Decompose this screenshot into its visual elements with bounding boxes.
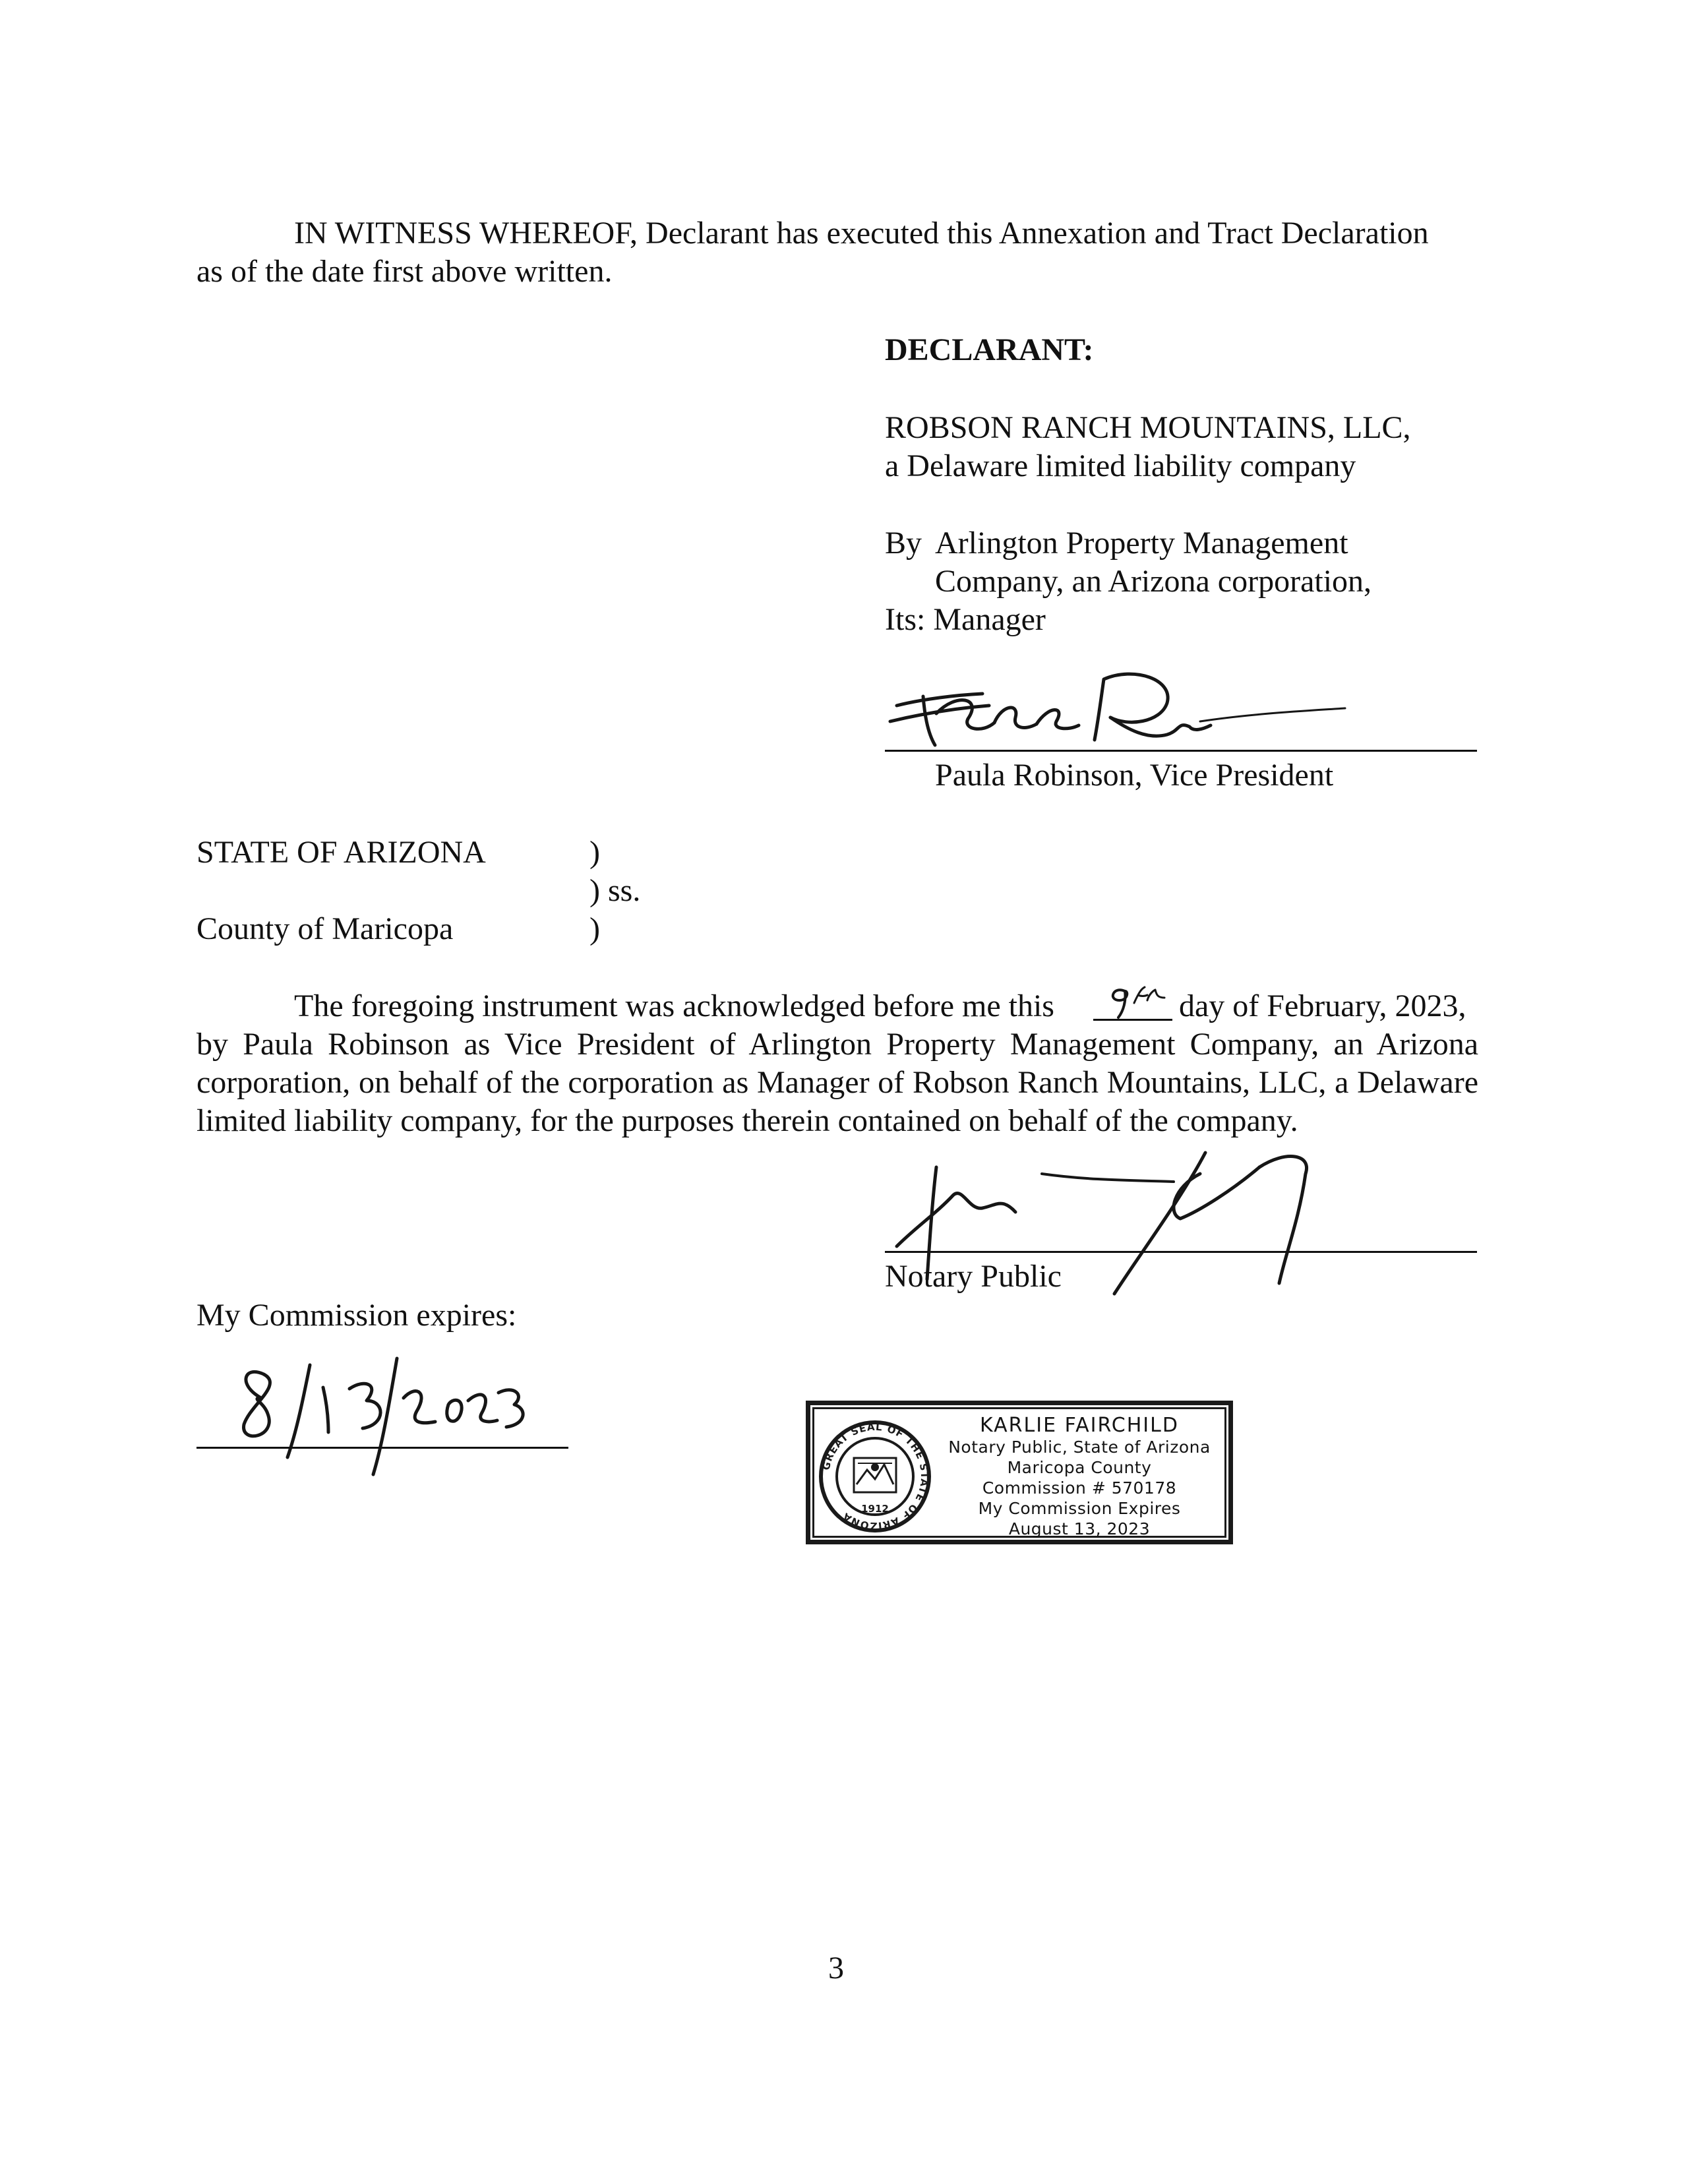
declarant-heading: DECLARANT: — [885, 332, 1094, 367]
stamp-line-5: August 13, 2023 — [1008, 1519, 1151, 1538]
page-number: 3 — [828, 1951, 844, 1986]
declarant-signature-line — [885, 750, 1477, 752]
stamp-notary-name: KARLIE FAIRCHILD — [980, 1414, 1179, 1437]
venue-paren-bottom: ) — [589, 911, 600, 946]
stamp-text-block — [929, 1414, 1230, 1539]
commission-date-text — [237, 1398, 240, 1436]
acknowledgment-part-2: day of February, 2023, — [1179, 988, 1466, 1023]
by-line-1: Arlington Property Management — [935, 526, 1348, 561]
day-handwritten — [1099, 983, 1171, 1020]
witness-clause-line-2: as of the date first above written. — [196, 254, 613, 289]
commission-date-handwritten — [224, 1358, 528, 1490]
seal-year: 1912 — [861, 1503, 889, 1515]
signer-name: Paula Robinson, Vice President — [935, 758, 1334, 793]
stamp-line-4: My Commission Expires — [978, 1499, 1181, 1518]
stamp-line-2: Maricopa County — [1007, 1458, 1152, 1477]
acknowledgment-part-1: The foregoing instrument was acknowledged before me this — [294, 988, 1054, 1023]
venue-county: County of Maricopa — [196, 911, 454, 946]
company-name: ROBSON RANCH MOUNTAINS, LLC, — [885, 410, 1411, 445]
stamp-line-1: Notary Public, State of Arizona — [948, 1438, 1211, 1457]
by-line-2: Company, an Arizona corporation, — [935, 564, 1372, 599]
seal-ring-text: GREAT SEAL OF THE STATE OF ARIZONA — [820, 1420, 931, 1532]
venue-paren-mid: ) ss. — [589, 873, 641, 908]
commission-date-line — [196, 1447, 568, 1449]
venue-paren-top: ) — [589, 835, 600, 870]
notary-stamp — [806, 1401, 1233, 1544]
day-blank — [1093, 987, 1172, 1025]
venue-state: STATE OF ARIZONA — [196, 835, 486, 870]
commission-label: My Commission expires: — [196, 1298, 517, 1333]
notary-label: Notary Public — [885, 1259, 1062, 1294]
day-handwritten-text — [1093, 987, 1094, 1025]
state-seal-icon — [817, 1418, 933, 1534]
its-line: Its: Manager — [885, 602, 1046, 637]
stamp-line-3: Commission # 570178 — [982, 1478, 1177, 1498]
witness-clause-line-1: IN WITNESS WHEREOF, Declarant has executed this Annexation and Tract Declaration — [294, 216, 1429, 251]
declarant-signature — [884, 666, 1358, 758]
by-prefix: By — [885, 526, 922, 561]
acknowledgment-body: by Paula Robinson as Vice President of Arlington Property Management Company, an Arizona corporation, on behalf of the corporation as Manager of Robson Ranch Mountains, LLC, a Delaware limited liability company, for the purposes therein contained on behalf of the company. — [196, 1027, 1478, 1138]
company-type: a Delaware limited liability company — [885, 448, 1356, 483]
notary-signature-line — [885, 1251, 1477, 1253]
